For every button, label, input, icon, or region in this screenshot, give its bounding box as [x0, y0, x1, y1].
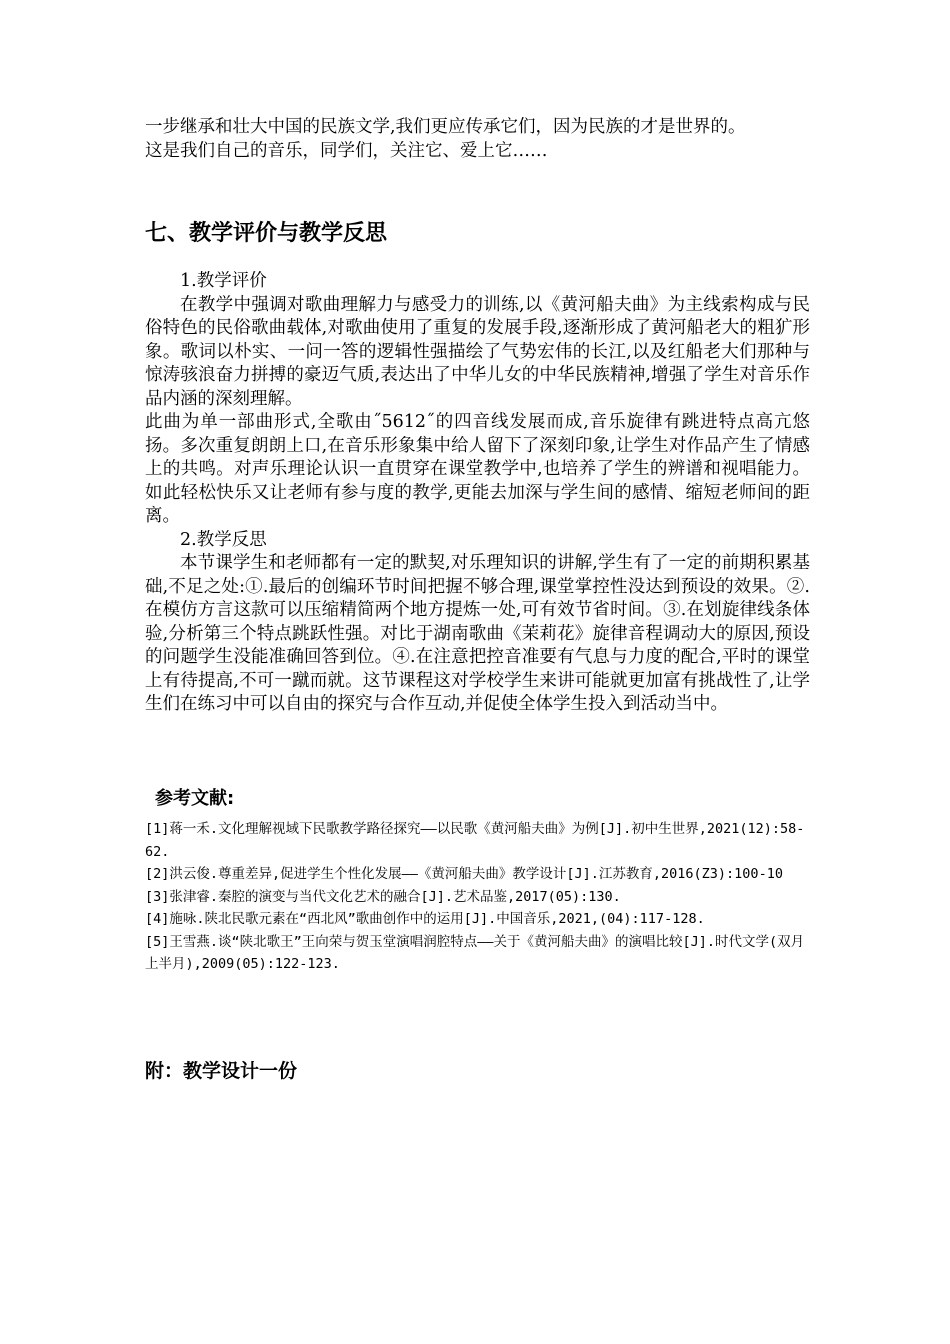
reflection-paragraph: 本节课学生和老师都有一定的默契,对乐理知识的讲解,学生有了一定的前期积累基础,不足之处:①.最后的创编环节时间把握不够合理,课堂掌控性没达到预设的效果。②.在模仿方言这款可以压缩精简两个地方提炼一处,可有效节省时间。③.在划旋律线条体验,分析第三个特点跳跃性强。对比于湖南歌曲《茉莉花》旋律音程调动大的原因,预设的问题学生没能准确回答到位。④.在注意把控音准要有气息与力度的配合,平时的课堂上有待提高,不可一蹴而就。这节课程这对学校学生来讲可能就更加富有挑战性了,让学生们在练习中可以自由的探究与合作互动,并促使全体学生投入到活动当中。	[145, 553, 810, 714]
reference-item: [1]蒋一禾.文化理解视域下民歌教学路径探究——以民歌《黄河船夫曲》为例[J].初中生世界,2021(12):58-62.	[145, 821, 805, 860]
section-body	[145, 270, 810, 717]
reflection-subheading: 2.教学反思	[180, 529, 267, 550]
evaluation-paragraph-2: 此曲为单一部曲形式,全歌由˝5612˝的四音线发展而成,音乐旋律有跳进特点高亢悠扬。多次重复朗朗上口,在音乐形象集中给人留下了深刻印象,让学生对作品产生了情感上的共鸣。对声乐理论认识一直贯穿在课堂教学中,也培养了学生的辨谱和视唱能力。如此轻松快乐又让老师有参与度的教学,更能去加深与学生间的感情、缩短老师间的距离。	[145, 412, 810, 526]
reference-item: [2]洪云俊.尊重差异,促进学生个性化发展——《黄河船夫曲》教学设计[J].江苏教育,2016(Z3):100-10	[145, 866, 783, 882]
evaluation-paragraph-1: 在教学中强调对歌曲理解力与感受力的训练,以《黄河船夫曲》为主线索构成与民俗特色的民俗歌曲载体,对歌曲使用了重复的发展手段,逐渐形成了黄河船老大的粗犷形象。歌词以朴实、一问一答的逻辑性强描绘了气势宏伟的长江,以及红船老大们那种与惊涛骇浪奋力拼搏的豪迈气质,表达出了中华儿女的中华民族精神,增强了学生对音乐作品内涵的深刻理解。	[145, 294, 810, 409]
intro-line-1: 一步继承和壮大中国的民族文学,我们更应传承它们，因为民族的才是世界的。	[145, 117, 746, 137]
appendix-heading: 附：教学设计一份	[145, 1060, 298, 1082]
reference-item: [5]王雪燕.谈“陕北歌王”王向荣与贺玉堂演唱润腔特点——关于《黄河船夫曲》的演唱比较[J].时代文学(双月上半月),2009(05):122-123.	[145, 933, 805, 972]
intro-paragraph	[145, 116, 810, 163]
reference-item: [4]施咏.陕北民歌元素在“西北风”歌曲创作中的运用[J].中国音乐,2021,(04):117-128.	[145, 911, 705, 927]
intro-line-2: 这是我们自己的音乐，同学们，关注它、爱上它……	[145, 140, 548, 161]
section-heading: 七、教学评价与教学反思	[145, 221, 388, 246]
references-heading: 参考文献:	[155, 788, 235, 809]
references-list	[145, 818, 810, 976]
reference-item: [3]张津睿.秦腔的演变与当代文化艺术的融合[J].艺术品鉴,2017(05):130.	[145, 888, 621, 905]
evaluation-subheading: 1.教学评价	[180, 271, 267, 291]
